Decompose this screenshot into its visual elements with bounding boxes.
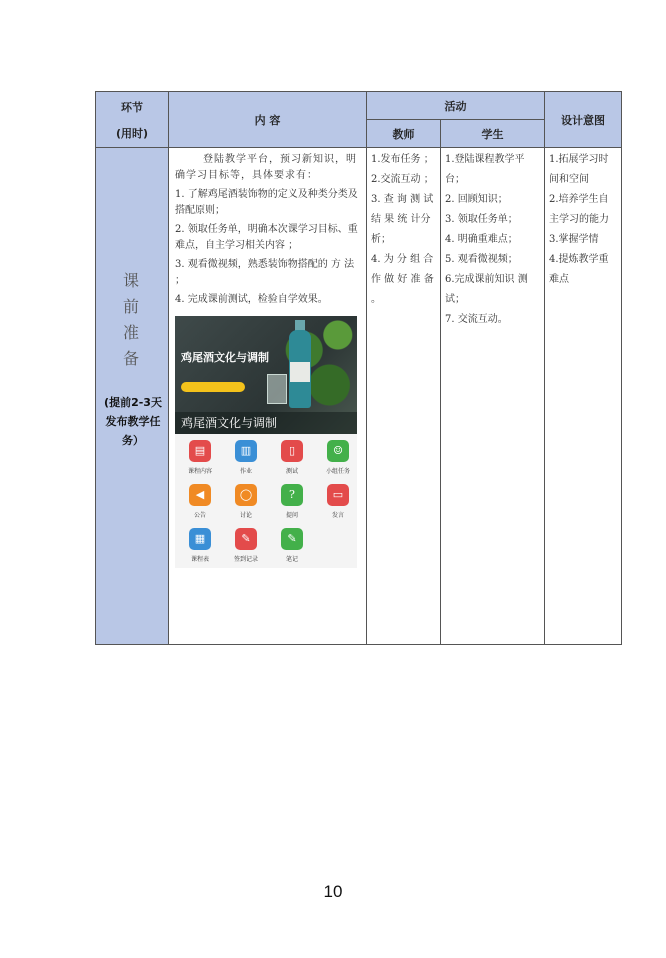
content-cell bbox=[169, 148, 367, 645]
feature-speak[interactable] bbox=[316, 484, 357, 524]
stage-char: 备 bbox=[123, 349, 140, 368]
student-item: 4. 明确重难点； bbox=[445, 234, 518, 245]
student-item: 5. 观看微视频； bbox=[445, 254, 518, 265]
student-item: 1.登陆课程教学平 台； bbox=[445, 154, 525, 185]
header-content: 内 容 bbox=[169, 92, 367, 148]
feature-label: 讨论 bbox=[239, 512, 252, 519]
student-list bbox=[441, 148, 544, 330]
feature-checkin[interactable] bbox=[224, 528, 268, 568]
intent-item: 3.掌握学情 bbox=[549, 234, 599, 245]
book-icon: ▤ bbox=[189, 440, 211, 462]
stage-char: 课 bbox=[123, 271, 140, 290]
banner-title: 鸡尾酒文化与调制 bbox=[181, 351, 269, 364]
header-intent: 设计意图 bbox=[545, 92, 622, 148]
keyboard-icon: ▭ bbox=[327, 484, 349, 506]
stage-name bbox=[123, 268, 139, 372]
feature-label: 课程表 bbox=[190, 556, 209, 563]
teacher-list bbox=[367, 148, 440, 310]
app-screenshot bbox=[175, 316, 357, 568]
feature-label: 提问 bbox=[285, 512, 298, 519]
content-intro: 登陆教学平台，预习新知识，明确学习目标等，具体要求有： bbox=[175, 154, 357, 181]
feature-label: 公告 bbox=[193, 512, 206, 519]
stage-cell bbox=[96, 148, 169, 645]
speaker-icon: ◀ bbox=[189, 484, 211, 506]
header-stage-line1: 环节 bbox=[121, 100, 143, 114]
banner-pill bbox=[181, 382, 245, 392]
pen-icon: ✎ bbox=[235, 528, 257, 550]
glass-shape bbox=[267, 374, 287, 404]
banner-bottom-title: 鸡尾酒文化与调制 bbox=[175, 412, 357, 434]
content-item: 2. 领取任务单，明确本次课学习目标、重难点，自主学习相关内容 ； bbox=[175, 224, 358, 251]
teacher-cell bbox=[367, 148, 441, 645]
teacher-item: 1.发布任务 ； bbox=[371, 154, 434, 165]
page-number: 10 bbox=[323, 882, 343, 901]
content-item: 3. 观看微视频，熟悉装饰物搭配的 方 法 ； bbox=[175, 259, 355, 286]
header-teacher: 教师 bbox=[367, 120, 441, 148]
teacher-item: 3. 查 询 测 试 结 果 统 计分析； bbox=[371, 194, 434, 245]
intent-item: 1.拓展学习时间和空间 bbox=[549, 154, 609, 185]
stage-time bbox=[100, 393, 166, 450]
stage-time-line: 发布教学任 bbox=[105, 415, 161, 428]
stage-char: 前 bbox=[123, 297, 140, 316]
feature-notes[interactable] bbox=[270, 528, 314, 568]
intent-list bbox=[545, 148, 621, 290]
feature-homework[interactable] bbox=[224, 440, 268, 480]
teacher-item: 4. 为 分 组 合 作 做 好 准 备 。 bbox=[371, 254, 434, 305]
feature-announcement[interactable] bbox=[178, 484, 222, 524]
intent-item: 2.培养学生自主学习的能力 bbox=[549, 194, 609, 225]
document-icon: ▥ bbox=[235, 440, 257, 462]
stage-char: 准 bbox=[123, 323, 140, 342]
feature-group-task[interactable] bbox=[316, 440, 357, 480]
chat-icon: ◯ bbox=[235, 484, 257, 506]
feature-label: 测试 bbox=[285, 468, 298, 475]
header-stage bbox=[96, 92, 169, 148]
feature-label: 小组任务 bbox=[325, 468, 350, 475]
feature-discussion[interactable] bbox=[224, 484, 268, 524]
content-text bbox=[169, 148, 366, 568]
student-item: 3. 领取任务单； bbox=[445, 214, 518, 225]
intent-item: 4.提炼教学重难点 bbox=[549, 254, 609, 285]
feature-label: 发言 bbox=[331, 512, 344, 519]
student-item: 2. 回顾知识； bbox=[445, 194, 508, 205]
stage-time-line: (提前2-3天 bbox=[104, 396, 162, 409]
content-item: 4. 完成课前测试，检验自学效果。 bbox=[175, 294, 328, 305]
header-activity: 活动 bbox=[367, 92, 545, 120]
content-item: 1. 了解鸡尾酒装饰物的定义及种类分类及搭配原则； bbox=[175, 189, 358, 216]
feature-label: 作业 bbox=[239, 468, 252, 475]
teacher-item: 2.交流互动 ； bbox=[371, 174, 434, 185]
feature-label: 笔记 bbox=[285, 556, 298, 563]
note-icon: ✎ bbox=[281, 528, 303, 550]
feature-test[interactable] bbox=[270, 440, 314, 480]
feature-schedule[interactable] bbox=[178, 528, 222, 568]
feature-question[interactable] bbox=[270, 484, 314, 524]
course-banner bbox=[175, 316, 357, 434]
feature-label: 课程内容 bbox=[187, 468, 212, 475]
student-cell bbox=[441, 148, 545, 645]
feature-grid bbox=[175, 434, 357, 568]
lesson-plan-table bbox=[95, 91, 622, 645]
question-icon: ? bbox=[281, 484, 303, 506]
header-student: 学生 bbox=[441, 120, 545, 148]
header-stage-line2: (用时) bbox=[115, 126, 149, 140]
student-item: 6.完成课前知识 测 试； bbox=[445, 274, 528, 305]
feature-course-content[interactable] bbox=[178, 440, 222, 480]
stage-time-line: 务） bbox=[122, 434, 144, 447]
calendar-icon: ▦ bbox=[189, 528, 211, 550]
bottle-label-shape bbox=[290, 362, 310, 382]
group-icon: ☺ bbox=[327, 440, 349, 462]
feature-label: 签到记录 bbox=[233, 556, 258, 563]
intent-cell bbox=[545, 148, 622, 645]
open-book-icon: ▯ bbox=[281, 440, 303, 462]
student-item: 7. 交流互动。 bbox=[445, 314, 508, 325]
